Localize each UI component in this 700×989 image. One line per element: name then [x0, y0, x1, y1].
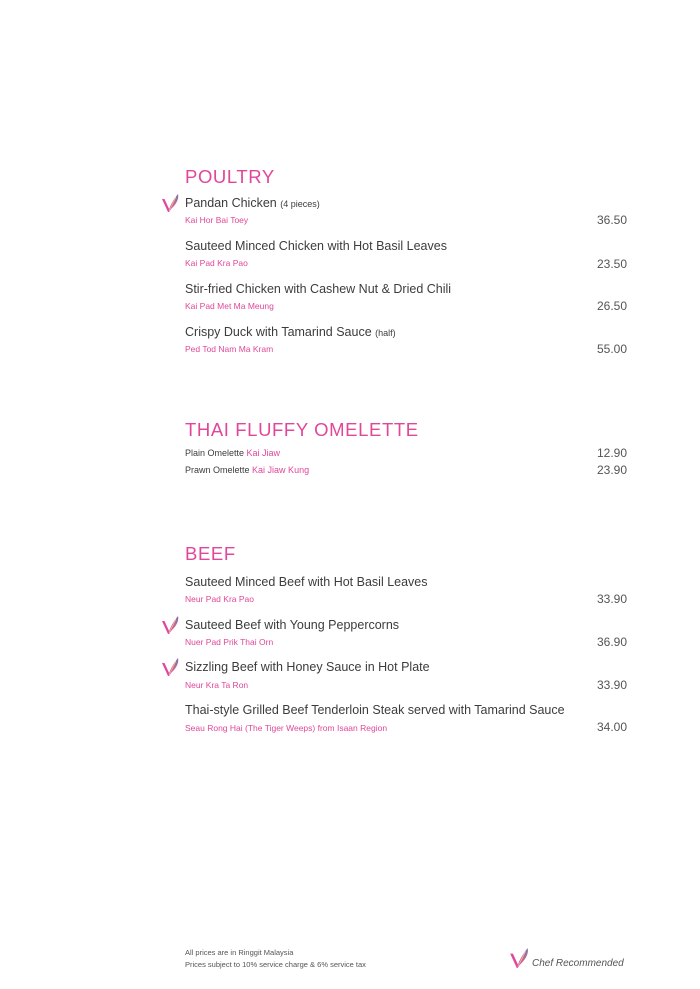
chef-recommended-legend: Chef Recommended [532, 958, 624, 969]
chef-recommended-icon [160, 614, 182, 636]
menu-item-price: 26.50 [596, 299, 627, 313]
menu-item-price: 36.50 [596, 213, 627, 227]
item-name-text: Crispy Duck with Tamarind Sauce [185, 325, 372, 339]
menu-item-thai-name: Kai Hor Bai Toey [185, 215, 249, 225]
menu-item-name [185, 449, 280, 458]
menu-item-name: Sizzling Beef with Honey Sauce in Hot Plate [185, 660, 430, 674]
menu-item-name [185, 326, 396, 339]
menu-item-price: 34.00 [596, 720, 627, 734]
menu-item-name: Stir-fried Chicken with Cashew Nut & Dried Chili [185, 282, 452, 296]
menu-item-name [185, 466, 309, 475]
menu-item-name: Sauteed Minced Chicken with Hot Basil Leaves [185, 239, 447, 253]
menu-item-name: Sauteed Minced Beef with Hot Basil Leaves [185, 575, 428, 589]
menu-item-name: Thai-style Grilled Beef Tenderloin Steak served with Tamarind Sauce [185, 703, 565, 717]
menu-item-thai-name: Kai Jiaw [246, 448, 281, 458]
menu-item-price: 12.90 [596, 446, 627, 460]
menu-item-thai-name: Ped Tod Nam Ma Kram [185, 344, 274, 354]
section-title-omelette: THAI FLUFFY OMELETTE [185, 419, 419, 440]
menu-item-name [185, 197, 320, 210]
menu-item-thai-name: Neur Kra Ta Ron [185, 680, 249, 690]
item-name-text: Prawn Omelette [185, 465, 250, 475]
menu-item-thai-name: Seau Rong Hai (The Tiger Weeps) from Isaan Region [185, 723, 388, 733]
menu-item-price: 55.00 [596, 342, 627, 356]
chef-recommended-icon [160, 192, 182, 214]
menu-item-price: 23.90 [596, 463, 627, 477]
menu-item-thai-name: Kai Pad Kra Pao [185, 258, 248, 268]
tax-note: Prices subject to 10% service charge & 6% service tax [185, 960, 366, 969]
item-name-text: Plain Omelette [185, 448, 245, 458]
section-title-poultry: POULTRY [185, 166, 275, 187]
menu-item-thai-name: Kai Jiaw Kung [252, 465, 310, 475]
item-name-text: Pandan Chicken [185, 196, 277, 210]
menu-item-price: 36.90 [596, 635, 627, 649]
item-note: (4 pieces) [280, 199, 320, 209]
menu-item-price: 33.90 [596, 592, 627, 606]
chef-recommended-icon [160, 656, 182, 678]
section-title-beef: BEEF [185, 543, 236, 564]
menu-item-thai-name: Neur Pad Kra Pao [185, 594, 254, 604]
menu-item-price: 23.50 [596, 257, 627, 271]
menu-item-thai-name: Kai Pad Met Ma Meung [185, 301, 274, 311]
menu-item-name: Sauteed Beef with Young Peppercorns [185, 618, 400, 632]
currency-note: All prices are in Ringgit Malaysia [185, 948, 294, 957]
item-note: (half) [375, 328, 396, 338]
menu-item-price: 33.90 [596, 678, 627, 692]
menu-item-thai-name: Nuer Pad Prik Thai Orn [185, 637, 274, 647]
chef-recommended-icon [508, 946, 532, 970]
